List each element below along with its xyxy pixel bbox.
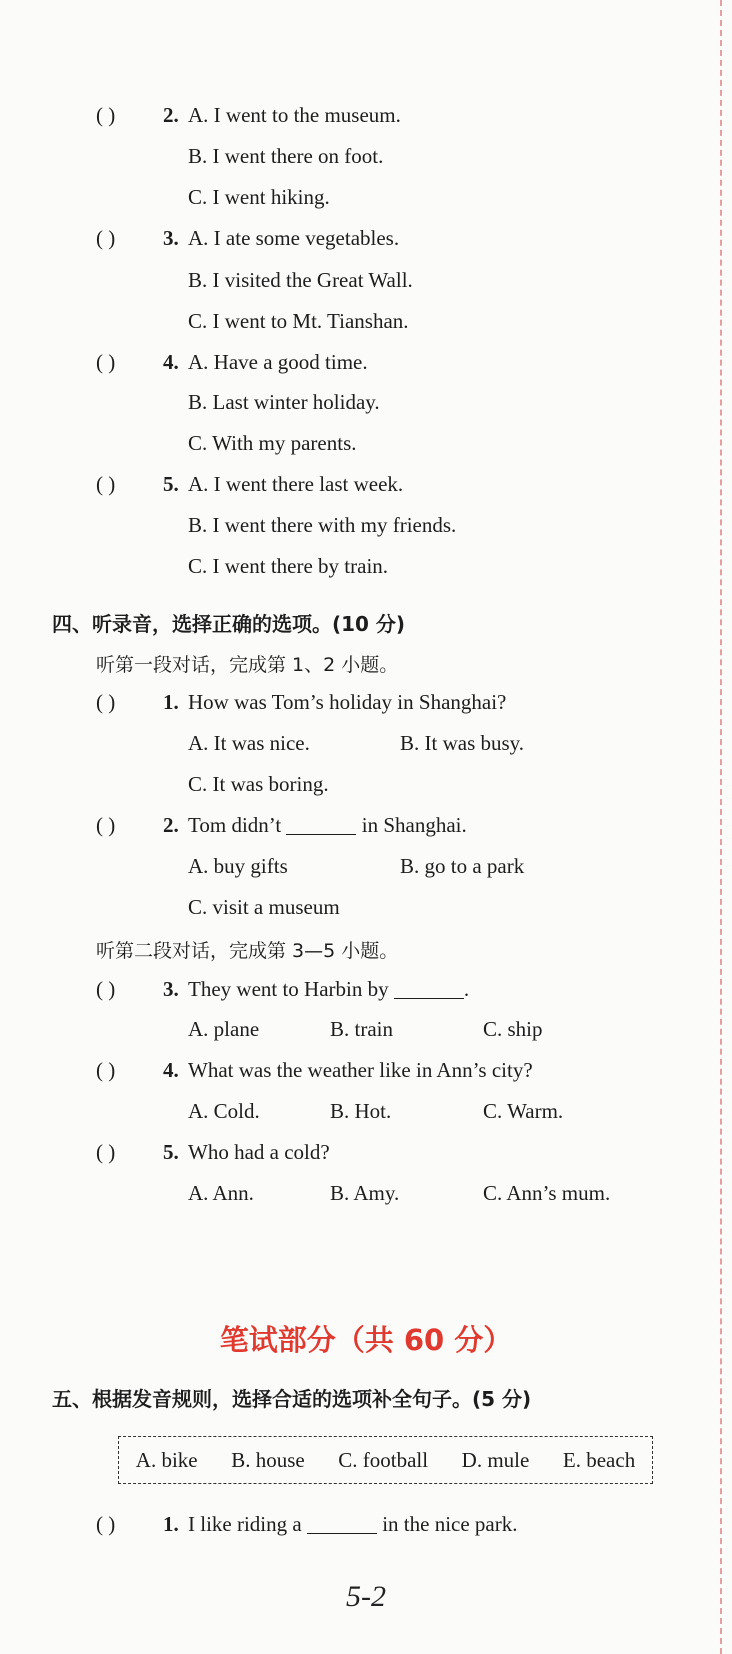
page-number: 5-2	[346, 1580, 386, 1613]
option-c: C. With my parents.	[188, 431, 357, 455]
option-b: B. It was busy.	[400, 731, 525, 755]
option-a: A. I ate some vegetables.	[188, 226, 400, 250]
option-c: C. Warm.	[483, 1099, 564, 1123]
option-c: C. Ann’s mum.	[483, 1181, 611, 1205]
option-a: A. Cold.	[188, 1099, 260, 1123]
question-text-after: .	[463, 977, 470, 1001]
word-option-b: B. house	[231, 1447, 305, 1472]
answer-paren[interactable]: ( )	[96, 226, 116, 250]
question-number: 4.	[163, 350, 179, 374]
section-4-title: 四、听录音，选择正确的选项。(10 分)	[52, 612, 406, 636]
question-number: 2.	[163, 103, 179, 127]
question-number: 3.	[163, 226, 179, 250]
question-number: 5.	[163, 1140, 179, 1164]
question-number: 2.	[163, 813, 179, 837]
option-c: C. It was boring.	[188, 772, 329, 796]
option-a: A. plane	[188, 1017, 260, 1041]
option-c: C. I went to Mt. Tianshan.	[188, 309, 409, 333]
dialogue-2-instruction: 听第二段对话，完成第 3—5 小题。	[96, 940, 399, 962]
answer-paren[interactable]: ( )	[96, 813, 116, 837]
option-b: B. Amy.	[330, 1181, 400, 1205]
option-b: B. go to a park	[400, 854, 525, 878]
section-5-title: 五、根据发音规则，选择合适的选项补全句子。(5 分)	[52, 1387, 532, 1411]
question-number: 5.	[163, 472, 179, 496]
word-option-d: D. mule	[461, 1447, 530, 1472]
answer-paren[interactable]: ( )	[96, 350, 116, 374]
answer-paren[interactable]: ( )	[96, 1140, 116, 1164]
question-text	[188, 977, 469, 1002]
option-a: A. Have a good time.	[188, 350, 368, 374]
option-a: A. I went to the museum.	[188, 103, 401, 127]
question-text-after: in the nice park.	[382, 1512, 518, 1536]
question-number: 3.	[163, 977, 179, 1001]
question-text	[188, 813, 467, 838]
option-a: A. Ann.	[188, 1181, 254, 1205]
option-b: B. Last winter holiday.	[188, 390, 380, 414]
fill-blank[interactable]	[394, 977, 464, 999]
answer-paren[interactable]: ( )	[96, 1058, 116, 1082]
fill-blank[interactable]	[286, 813, 356, 835]
option-b: B. train	[330, 1017, 393, 1041]
option-c: C. ship	[483, 1017, 543, 1041]
option-a: A. It was nice.	[188, 731, 310, 755]
option-a: A. I went there last week.	[188, 472, 404, 496]
question-text: Who had a cold?	[188, 1140, 330, 1164]
question-number: 1.	[163, 1512, 179, 1536]
option-c: C. visit a museum	[188, 895, 340, 919]
question-text	[188, 1512, 518, 1537]
option-b: B. I visited the Great Wall.	[188, 268, 413, 292]
word-option-a: A. bike	[135, 1447, 198, 1472]
word-option-e: E. beach	[562, 1447, 636, 1472]
page-edge-dashes	[720, 0, 722, 1654]
question-text-before: They went to Harbin by	[188, 977, 389, 1001]
question-text-before: I like riding a	[188, 1512, 302, 1536]
question-text: What was the weather like in Ann’s city?	[188, 1058, 533, 1082]
question-text-before: Tom didn’t	[188, 813, 282, 837]
option-a: A. buy gifts	[188, 854, 288, 878]
option-b: B. I went there on foot.	[188, 144, 384, 168]
option-c: C. I went hiking.	[188, 185, 330, 209]
option-b: B. I went there with my friends.	[188, 513, 457, 537]
question-text-after: in Shanghai.	[361, 813, 467, 837]
option-b: B. Hot.	[330, 1099, 392, 1123]
written-part-banner: 笔试部分（共 60 分）	[219, 1323, 513, 1357]
answer-paren[interactable]: ( )	[96, 977, 116, 1001]
option-c: C. I went there by train.	[188, 554, 389, 578]
question-text: How was Tom’s holiday in Shanghai?	[188, 690, 507, 714]
question-number: 1.	[163, 690, 179, 714]
word-bank-box	[118, 1436, 653, 1484]
answer-paren[interactable]: ( )	[96, 1512, 116, 1536]
fill-blank[interactable]	[307, 1512, 377, 1534]
dialogue-1-instruction: 听第一段对话，完成第 1、2 小题。	[96, 654, 399, 676]
word-option-c: C. football	[338, 1447, 429, 1472]
answer-paren[interactable]: ( )	[96, 472, 116, 496]
answer-paren[interactable]: ( )	[96, 103, 116, 127]
question-number: 4.	[163, 1058, 179, 1082]
answer-paren[interactable]: ( )	[96, 690, 116, 714]
